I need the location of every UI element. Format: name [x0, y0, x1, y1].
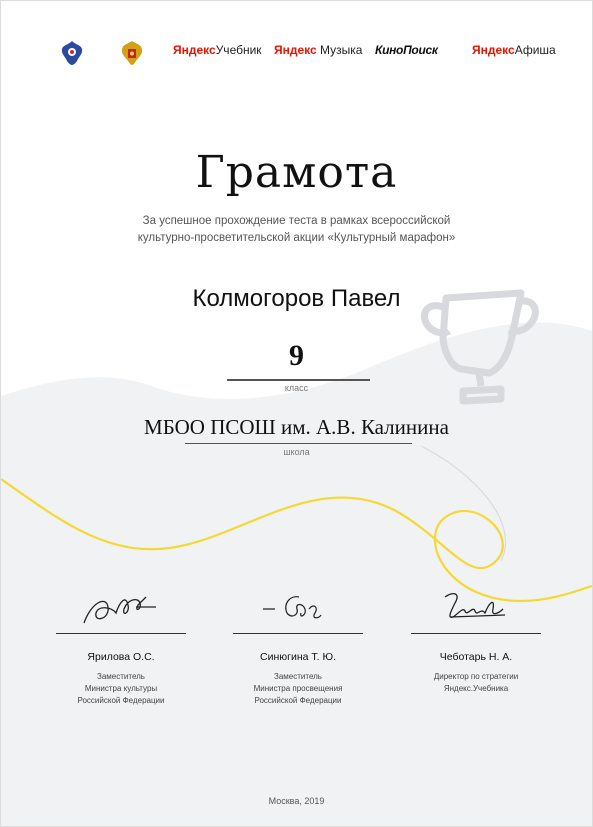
- school-underline: [185, 443, 412, 444]
- yandex-uchebnik-logo: ЯндексУчебник: [173, 43, 262, 57]
- signatory-name-2: Синюгина Т. Ю.: [260, 651, 336, 663]
- yandex-afisha-logo: ЯндексАфиша: [472, 43, 556, 57]
- school-value: МБОО ПСОШ им. А.В. Калинина: [144, 415, 449, 439]
- partner-logos: [59, 39, 556, 65]
- recipient-name: Колмогоров Павел: [192, 285, 401, 312]
- signatory-position-2: Заместитель Министра просвещения Российской Федерации: [253, 672, 343, 705]
- certificate-subtitle: [1, 213, 592, 247]
- signature-line-3: [411, 633, 541, 634]
- signatory-block-1: [51, 583, 191, 705]
- signature-line-1: [56, 633, 186, 634]
- signatory-name-1: Ярилова О.С.: [87, 651, 155, 663]
- signatory-block-3: [406, 583, 546, 693]
- ministry-education-emblem-icon: [59, 39, 85, 67]
- signature-3-image: [431, 583, 521, 629]
- signature-1-image: [76, 583, 166, 629]
- signatory-position-3: Директор по стратегии Яндекс.Учебника: [433, 672, 519, 693]
- subtitle-line-1: За успешное прохождение теста в рамках всероссийской: [142, 215, 451, 227]
- footer-place-year: Москва, 2019: [268, 796, 325, 806]
- signature-line-2: [233, 633, 363, 634]
- signatory-name-3: Чеботарь Н. А.: [439, 651, 513, 663]
- grade-value: 9: [289, 339, 304, 372]
- grade-underline: [227, 379, 370, 381]
- ministry-culture-emblem-icon: [119, 39, 145, 67]
- signatory-position-1: Заместитель Министра культуры Российской Федерации: [77, 672, 165, 705]
- grade-label: класс: [284, 383, 309, 393]
- kinopoisk-logo: КиноПоиск: [375, 43, 438, 57]
- school-label: школа: [283, 447, 310, 457]
- yandex-muzyka-logo: Яндекс Музыка: [274, 43, 363, 57]
- subtitle-line-2: культурно-просветительской акции «Культурный марафон»: [137, 232, 456, 244]
- signatory-block-2: [228, 583, 368, 705]
- certificate-title: Грамота: [195, 147, 398, 198]
- signature-2-image: [253, 583, 343, 629]
